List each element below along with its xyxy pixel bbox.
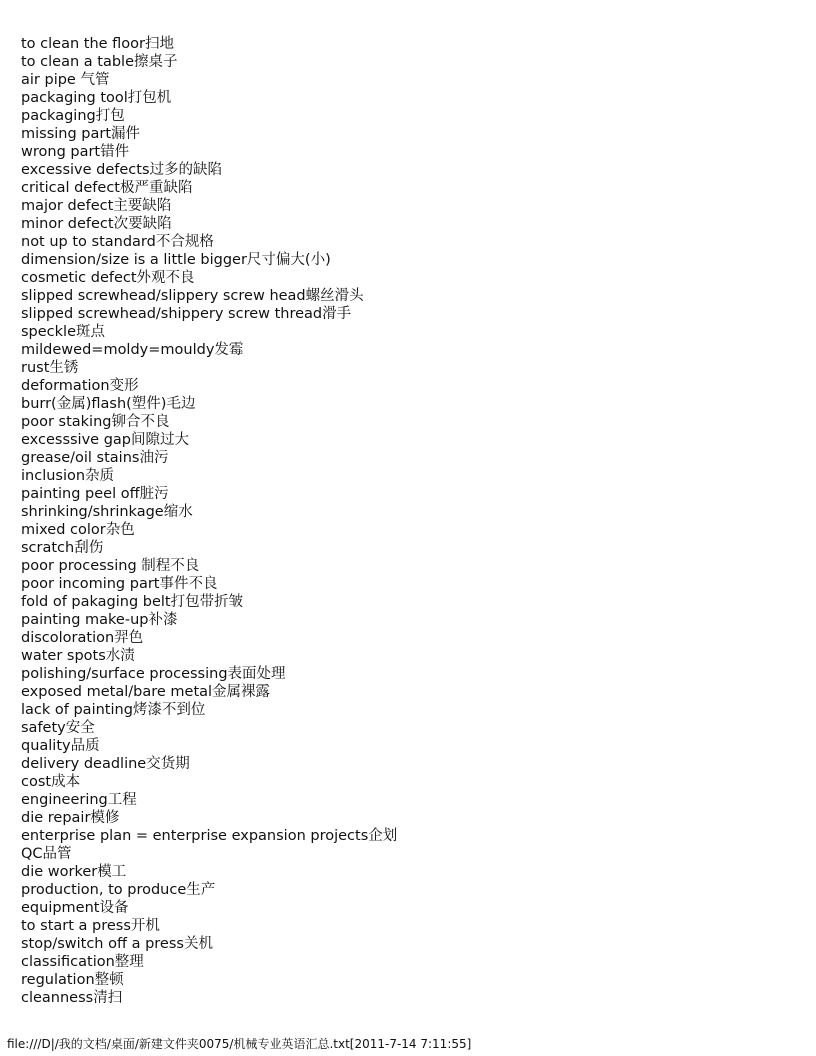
glossary-line: cosmetic defect外观不良: [21, 270, 195, 286]
glossary-line: safety安全: [21, 720, 95, 736]
glossary-line: mildewed=moldy=mouldy发霉: [21, 342, 244, 358]
glossary-list: [21, 35, 801, 1007]
glossary-line: painting make-up补漆: [21, 612, 178, 628]
glossary-line: delivery deadline交货期: [21, 756, 190, 772]
glossary-line: minor defect次要缺陷: [21, 216, 172, 232]
glossary-line: rust生锈: [21, 360, 79, 376]
glossary-line: water spots水渍: [21, 648, 135, 664]
glossary-line: grease/oil stains油污: [21, 450, 169, 466]
glossary-line: QC品管: [21, 846, 72, 862]
glossary-line: shrinking/shrinkage缩水: [21, 504, 193, 520]
glossary-line: enterprise plan = enterprise expansion projects企划: [21, 828, 398, 844]
glossary-line: equipment设备: [21, 900, 129, 916]
page-footer: file:///D|/我的文档/桌面/新建文件夹0075/机械专业英语汇总.txt[2011-7-14 7:11:55]: [7, 1037, 472, 1051]
glossary-line: dimension/size is a little bigger尺寸偏大(小): [21, 252, 331, 268]
glossary-line: deformation变形: [21, 378, 139, 394]
glossary-line: not up to standard不合规格: [21, 234, 214, 250]
glossary-line: missing part漏件: [21, 126, 141, 142]
glossary-line: major defect主要缺陷: [21, 198, 172, 214]
glossary-line: to clean a table擦桌子: [21, 54, 178, 70]
glossary-line: die repair模修: [21, 810, 120, 826]
glossary-line: slipped screwhead/shippery screw thread滑手: [21, 306, 352, 322]
glossary-line: classification整理: [21, 954, 144, 970]
glossary-line: inclusion杂质: [21, 468, 115, 484]
glossary-line: fold of pakaging belt打包带折皱: [21, 594, 244, 610]
glossary-line: poor processing 制程不良: [21, 558, 200, 574]
glossary-line: poor incoming part事件不良: [21, 576, 218, 592]
glossary-line: slipped screwhead/slippery screw head螺丝滑头: [21, 288, 364, 304]
glossary-line: lack of painting烤漆不到位: [21, 702, 206, 718]
glossary-line: cost成本: [21, 774, 81, 790]
glossary-line: packaging打包: [21, 108, 125, 124]
glossary-line: production, to produce生产: [21, 882, 216, 898]
glossary-line: quality品质: [21, 738, 100, 754]
glossary-line: excesssive gap间隙过大: [21, 432, 189, 448]
glossary-line: polishing/surface processing表面处理: [21, 666, 286, 682]
glossary-line: mixed color杂色: [21, 522, 135, 538]
glossary-line: burr(金属)flash(塑件)毛边: [21, 396, 196, 412]
glossary-line: air pipe 气管: [21, 72, 110, 88]
glossary-line: packaging tool打包机: [21, 90, 172, 106]
glossary-line: to clean the floor扫地: [21, 36, 175, 52]
glossary-line: stop/switch off a press关机: [21, 936, 213, 952]
glossary-line: exposed metal/bare metal金属裸露: [21, 684, 271, 700]
glossary-line: discoloration羿色: [21, 630, 144, 646]
glossary-line: painting peel off脏污: [21, 486, 169, 502]
glossary-line: speckle斑点: [21, 324, 105, 340]
glossary-line: excessive defects过多的缺陷: [21, 162, 222, 178]
glossary-line: critical defect极严重缺陷: [21, 180, 193, 196]
glossary-line: poor staking铆合不良: [21, 414, 170, 430]
glossary-line: wrong part错件: [21, 144, 130, 160]
glossary-line: scratch刮伤: [21, 540, 104, 556]
glossary-line: regulation整顿: [21, 972, 124, 988]
glossary-line: die worker模工: [21, 864, 127, 880]
glossary-line: to start a press开机: [21, 918, 160, 934]
glossary-line: cleanness清扫: [21, 990, 123, 1006]
glossary-line: engineering工程: [21, 792, 137, 808]
